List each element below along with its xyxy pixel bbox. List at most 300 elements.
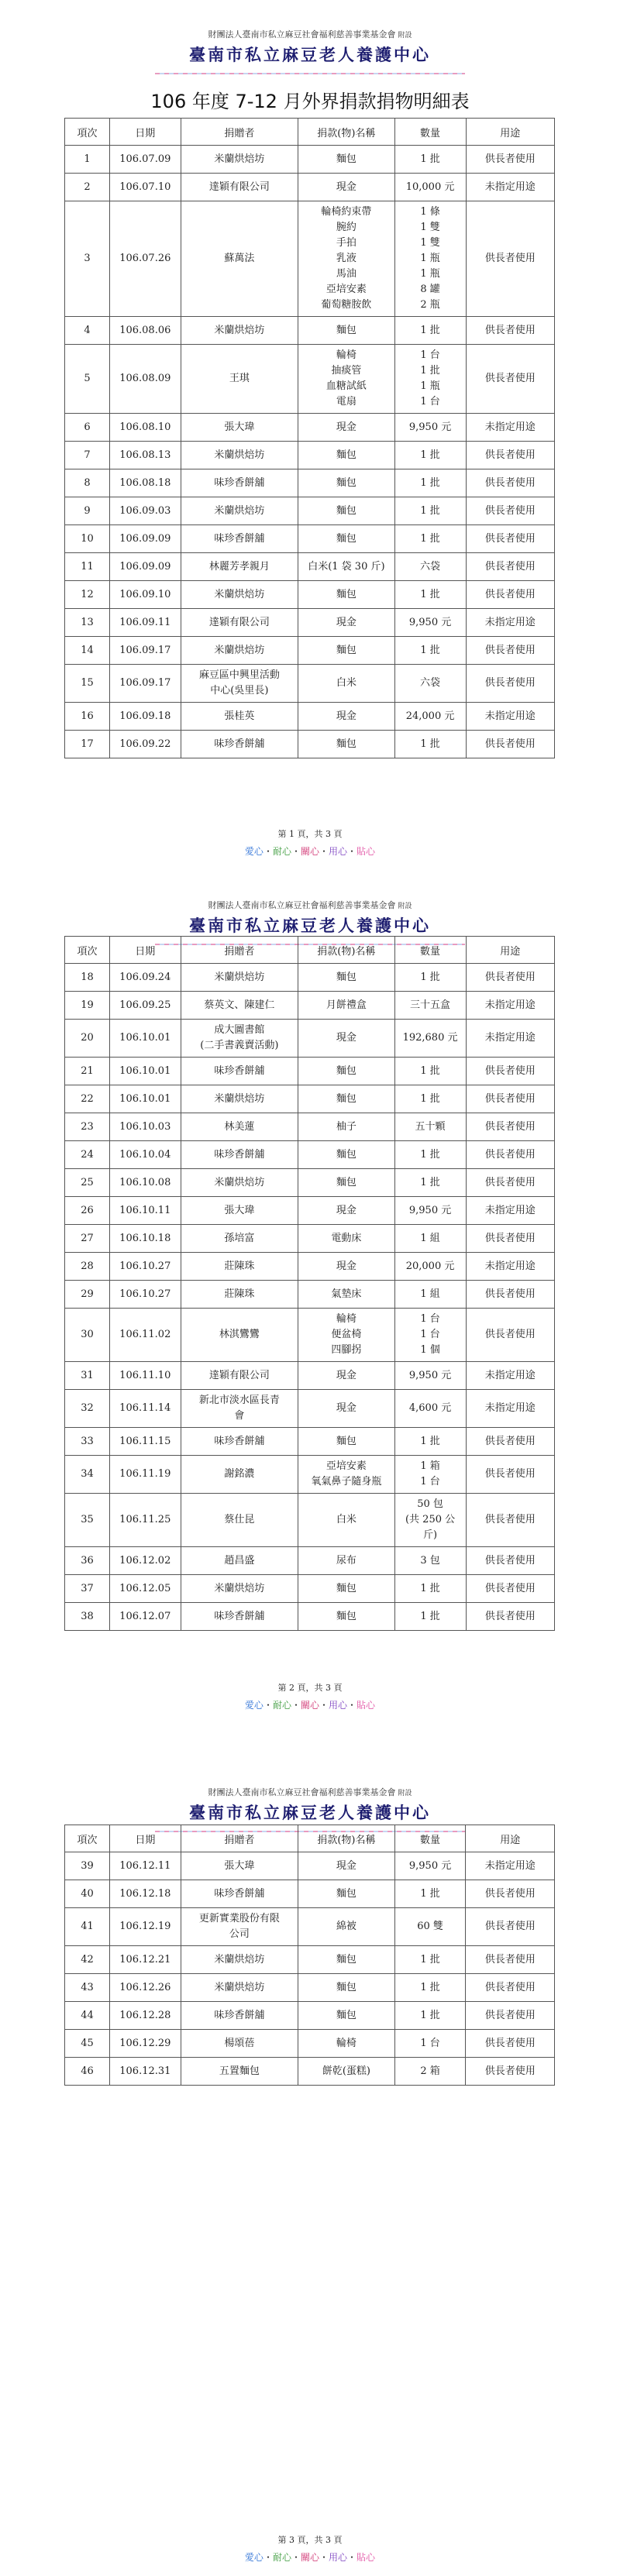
cell-date: 106.11.15 bbox=[110, 1428, 181, 1456]
table-row bbox=[65, 581, 555, 609]
cell-qty: 9,950 元 bbox=[394, 1852, 466, 1880]
cell-qty: 2 箱 bbox=[394, 2058, 466, 2086]
cell-date: 106.09.09 bbox=[110, 525, 181, 553]
table-row bbox=[65, 317, 555, 345]
cell-item: 現金 bbox=[298, 1362, 394, 1390]
cell-date: 106.10.27 bbox=[110, 1253, 181, 1281]
slogan-word: 耐心 bbox=[272, 2552, 291, 2563]
cell-item: 現金 bbox=[298, 414, 394, 442]
cell-donor: 達穎有限公司 bbox=[181, 1362, 298, 1390]
cell-donor: 趙昌盛 bbox=[181, 1547, 298, 1575]
table-row bbox=[65, 174, 555, 201]
slogan-2 bbox=[0, 1698, 620, 1711]
cell-qty: 1 台 bbox=[394, 2030, 466, 2058]
cell-use: 未指定用途 bbox=[466, 1197, 554, 1225]
cell-qty: 1 批 bbox=[394, 1085, 466, 1113]
cell-date: 106.08.10 bbox=[110, 414, 181, 442]
column-header: 日期 bbox=[110, 937, 181, 964]
cell-no: 4 bbox=[65, 317, 110, 345]
cell-donor: 蔡英文、陳建仁 bbox=[181, 992, 298, 1020]
cell-donor: 米蘭烘焙坊 bbox=[181, 1974, 298, 2002]
cell-qty: 1 批 bbox=[394, 442, 466, 469]
cell-no: 8 bbox=[65, 469, 110, 497]
cell-donor: 米蘭烘焙坊 bbox=[181, 1169, 298, 1197]
cell-donor: 味珍香餅舖 bbox=[181, 1058, 298, 1085]
cell-qty: 1 批 bbox=[394, 2002, 466, 2030]
cell-qty: 1 批 bbox=[394, 1575, 466, 1603]
slogan-dot: ・ bbox=[291, 846, 301, 857]
cell-no: 30 bbox=[65, 1309, 110, 1362]
cell-use: 供長者使用 bbox=[466, 1281, 554, 1309]
cell-item: 麵包 bbox=[298, 525, 394, 553]
cell-donor: 林淇鸞鸞 bbox=[181, 1309, 298, 1362]
cell-item: 輪椅 bbox=[298, 2030, 395, 2058]
table-row bbox=[65, 345, 555, 414]
cell-qty: 50 包 (共 250 公 斤) bbox=[394, 1494, 466, 1547]
cell-donor: 張桂英 bbox=[181, 703, 298, 731]
cell-no: 31 bbox=[65, 1362, 110, 1390]
cell-item: 白米 bbox=[298, 665, 394, 703]
cell-date: 106.11.19 bbox=[110, 1456, 181, 1494]
slogan-word: 愛心 bbox=[244, 2552, 264, 2563]
cell-donor: 莊陳珠 bbox=[181, 1281, 298, 1309]
cell-donor: 味珍香餅舖 bbox=[181, 1603, 298, 1631]
cell-date: 106.09.24 bbox=[110, 964, 181, 992]
column-header: 用途 bbox=[466, 1825, 555, 1852]
table-header-row bbox=[65, 1825, 555, 1852]
cell-item: 輪椅 便盆椅 四腳拐 bbox=[298, 1309, 394, 1362]
cell-qty: 4,600 元 bbox=[394, 1390, 466, 1428]
slogan-word: 用心 bbox=[329, 2552, 348, 2563]
cell-item: 麵包 bbox=[298, 1880, 395, 1908]
page-1-header bbox=[0, 28, 620, 113]
table-row bbox=[65, 1494, 555, 1547]
cell-item: 麵包 bbox=[298, 1058, 394, 1085]
slogan-word: 愛心 bbox=[244, 1700, 264, 1711]
cell-date: 106.12.18 bbox=[110, 1880, 181, 1908]
table-row bbox=[65, 1908, 555, 1946]
slogan-dot: ・ bbox=[319, 1700, 329, 1711]
slogan-dot: ・ bbox=[347, 846, 357, 857]
cell-donor: 新北市淡水區長青 會 bbox=[181, 1390, 298, 1428]
cell-item: 現金 bbox=[298, 1197, 394, 1225]
cell-use: 供長者使用 bbox=[466, 525, 554, 553]
cell-date: 106.12.28 bbox=[110, 2002, 181, 2030]
cell-qty: 1 批 bbox=[394, 317, 466, 345]
cell-qty: 1 批 bbox=[394, 146, 466, 174]
slogan-word: 關心 bbox=[300, 846, 319, 857]
cell-donor: 麻豆區中興里活動 中心(吳里長) bbox=[181, 665, 298, 703]
cell-use: 供長者使用 bbox=[466, 1575, 554, 1603]
cell-no: 33 bbox=[65, 1428, 110, 1456]
cell-date: 106.10.04 bbox=[110, 1141, 181, 1169]
table-row bbox=[65, 525, 555, 553]
column-header: 日期 bbox=[110, 119, 181, 146]
slogan-3 bbox=[0, 2550, 620, 2564]
cell-donor: 米蘭烘焙坊 bbox=[181, 1575, 298, 1603]
slogan-word: 愛心 bbox=[244, 846, 264, 857]
cell-no: 27 bbox=[65, 1225, 110, 1253]
cell-no: 12 bbox=[65, 581, 110, 609]
cell-use: 未指定用途 bbox=[466, 414, 554, 442]
cell-item: 氣墊床 bbox=[298, 1281, 394, 1309]
org-note: 附設 bbox=[398, 1790, 412, 1797]
cell-qty: 1 批 bbox=[394, 1880, 466, 1908]
slogan-dot: ・ bbox=[319, 2552, 329, 2563]
org-note: 附設 bbox=[398, 32, 412, 40]
cell-no: 7 bbox=[65, 442, 110, 469]
slogan-1 bbox=[0, 844, 620, 858]
column-header: 用途 bbox=[466, 119, 554, 146]
cell-qty: 1 批 bbox=[394, 1946, 466, 1974]
slogan-word: 貼心 bbox=[356, 1700, 376, 1711]
column-header: 捐贈者 bbox=[181, 119, 298, 146]
cell-donor: 味珍香餅舖 bbox=[181, 1428, 298, 1456]
cell-use: 未指定用途 bbox=[466, 1390, 554, 1428]
center-name: 臺南市私立麻豆老人養護中心 bbox=[189, 916, 431, 935]
cell-use: 供長者使用 bbox=[466, 665, 554, 703]
cell-use: 供長者使用 bbox=[466, 1169, 554, 1197]
slogan-word: 耐心 bbox=[272, 846, 291, 857]
cell-use: 未指定用途 bbox=[466, 1852, 555, 1880]
column-header: 數量 bbox=[394, 119, 466, 146]
cell-no: 9 bbox=[65, 497, 110, 525]
cell-item: 麵包 bbox=[298, 637, 394, 665]
table-row bbox=[65, 1085, 555, 1113]
cell-use: 供長者使用 bbox=[466, 1946, 555, 1974]
table-row bbox=[65, 1362, 555, 1390]
table-row bbox=[65, 553, 555, 581]
slogan-word: 貼心 bbox=[356, 2552, 376, 2563]
cell-donor: 米蘭烘焙坊 bbox=[181, 317, 298, 345]
table-row bbox=[65, 1058, 555, 1085]
cell-no: 23 bbox=[65, 1113, 110, 1141]
cell-date: 106.12.19 bbox=[110, 1908, 181, 1946]
column-header: 用途 bbox=[466, 937, 554, 964]
cell-donor: 米蘭烘焙坊 bbox=[181, 1946, 298, 1974]
cell-no: 38 bbox=[65, 1603, 110, 1631]
cell-date: 106.10.27 bbox=[110, 1281, 181, 1309]
cell-date: 106.10.01 bbox=[110, 1020, 181, 1058]
table-row bbox=[65, 146, 555, 174]
cell-donor: 達穎有限公司 bbox=[181, 609, 298, 637]
cell-qty: 1 批 bbox=[394, 1169, 466, 1197]
cell-date: 106.09.11 bbox=[110, 609, 181, 637]
cell-item: 麵包 bbox=[298, 146, 394, 174]
cell-item: 尿布 bbox=[298, 1547, 394, 1575]
cell-no: 2 bbox=[65, 174, 110, 201]
cell-no: 10 bbox=[65, 525, 110, 553]
cell-qty: 20,000 元 bbox=[394, 1253, 466, 1281]
cell-item: 輪椅 抽痰管 血糖試紙 電扇 bbox=[298, 345, 394, 414]
cell-item: 麵包 bbox=[298, 1085, 394, 1113]
table-row bbox=[65, 469, 555, 497]
cell-item: 麵包 bbox=[298, 497, 394, 525]
cell-date: 106.12.07 bbox=[110, 1603, 181, 1631]
cell-qty: 9,950 元 bbox=[394, 1362, 466, 1390]
cell-donor: 味珍香餅舖 bbox=[181, 469, 298, 497]
cell-use: 供長者使用 bbox=[466, 1309, 554, 1362]
cell-qty: 三十五盒 bbox=[394, 992, 466, 1020]
table-row bbox=[65, 1169, 555, 1197]
table-row bbox=[65, 2030, 555, 2058]
column-header: 捐款(物)名稱 bbox=[298, 1825, 395, 1852]
slogan-dot: ・ bbox=[347, 2552, 357, 2563]
cell-use: 供長者使用 bbox=[466, 345, 554, 414]
cell-no: 43 bbox=[65, 1974, 110, 2002]
cell-use: 供長者使用 bbox=[466, 497, 554, 525]
donation-table-page-1 bbox=[64, 118, 555, 758]
cell-donor: 王琪 bbox=[181, 345, 298, 414]
cell-item: 麵包 bbox=[298, 964, 394, 992]
cell-no: 17 bbox=[65, 731, 110, 758]
cell-donor: 味珍香餅舖 bbox=[181, 1141, 298, 1169]
cell-item: 電動床 bbox=[298, 1225, 394, 1253]
cell-date: 106.09.10 bbox=[110, 581, 181, 609]
table-row bbox=[65, 964, 555, 992]
cell-date: 106.09.18 bbox=[110, 703, 181, 731]
cell-qty: 1 批 bbox=[394, 469, 466, 497]
column-header: 捐款(物)名稱 bbox=[298, 937, 394, 964]
column-header: 捐贈者 bbox=[181, 937, 298, 964]
cell-item: 麵包 bbox=[298, 581, 394, 609]
cell-no: 32 bbox=[65, 1390, 110, 1428]
slogan-dot: ・ bbox=[291, 1700, 301, 1711]
org-note: 附設 bbox=[398, 903, 412, 910]
cell-qty: 1 條 1 雙 1 雙 1 瓶 1 瓶 8 罐 2 瓶 bbox=[394, 201, 466, 317]
table-row bbox=[65, 1974, 555, 2002]
header-divider bbox=[155, 71, 465, 77]
table-row bbox=[65, 1197, 555, 1225]
cell-use: 供長者使用 bbox=[466, 1085, 554, 1113]
cell-qty: 1 批 bbox=[394, 1058, 466, 1085]
cell-no: 45 bbox=[65, 2030, 110, 2058]
cell-use: 供長者使用 bbox=[466, 442, 554, 469]
cell-no: 3 bbox=[65, 201, 110, 317]
cell-no: 29 bbox=[65, 1281, 110, 1309]
table-row bbox=[65, 442, 555, 469]
cell-qty: 192,680 元 bbox=[394, 1020, 466, 1058]
cell-use: 供長者使用 bbox=[466, 1113, 554, 1141]
table-row bbox=[65, 637, 555, 665]
cell-no: 16 bbox=[65, 703, 110, 731]
cell-donor: 蘇萬法 bbox=[181, 201, 298, 317]
cell-no: 34 bbox=[65, 1456, 110, 1494]
cell-qty: 9,950 元 bbox=[394, 1197, 466, 1225]
cell-donor: 莊陳珠 bbox=[181, 1253, 298, 1281]
cell-use: 供長者使用 bbox=[466, 581, 554, 609]
cell-use: 未指定用途 bbox=[466, 609, 554, 637]
cell-use: 供長者使用 bbox=[466, 1058, 554, 1085]
cell-item: 亞培安素 氧氣鼻子隨身瓶 bbox=[298, 1456, 394, 1494]
page-number-2: 第 2 頁，共 3 頁 bbox=[277, 1683, 343, 1693]
donation-table-page-2 bbox=[64, 936, 555, 1631]
donation-table-page-3 bbox=[64, 1825, 555, 2086]
table-row bbox=[65, 1225, 555, 1253]
cell-no: 19 bbox=[65, 992, 110, 1020]
cell-date: 106.08.13 bbox=[110, 442, 181, 469]
cell-use: 供長者使用 bbox=[466, 731, 554, 758]
table-header-row bbox=[65, 119, 555, 146]
cell-donor: 林美蓮 bbox=[181, 1113, 298, 1141]
cell-date: 106.12.05 bbox=[110, 1575, 181, 1603]
cell-date: 106.08.06 bbox=[110, 317, 181, 345]
cell-donor: 張大瑋 bbox=[181, 414, 298, 442]
cell-donor: 米蘭烘焙坊 bbox=[181, 146, 298, 174]
cell-use: 供長者使用 bbox=[466, 201, 554, 317]
table-row bbox=[65, 731, 555, 758]
cell-date: 106.12.31 bbox=[110, 2058, 181, 2086]
page-number-3: 第 3 頁，共 3 頁 bbox=[277, 2535, 343, 2545]
cell-use: 供長者使用 bbox=[466, 637, 554, 665]
center-name: 臺南市私立麻豆老人養護中心 bbox=[189, 1803, 431, 1822]
org-line: 財團法人臺南市私立麻豆社會福利慈善事業基金會 bbox=[208, 29, 396, 40]
cell-item: 現金 bbox=[298, 1020, 394, 1058]
cell-no: 1 bbox=[65, 146, 110, 174]
cell-no: 20 bbox=[65, 1020, 110, 1058]
cell-use: 供長者使用 bbox=[466, 1141, 554, 1169]
cell-donor: 米蘭烘焙坊 bbox=[181, 964, 298, 992]
slogan-word: 關心 bbox=[300, 1700, 319, 1711]
org-line: 財團法人臺南市私立麻豆社會福利慈善事業基金會 bbox=[208, 900, 396, 910]
cell-item: 綿被 bbox=[298, 1908, 395, 1946]
table-row bbox=[65, 497, 555, 525]
cell-qty: 六袋 bbox=[394, 553, 466, 581]
slogan-dot: ・ bbox=[291, 2552, 301, 2563]
cell-donor: 米蘭烘焙坊 bbox=[181, 442, 298, 469]
cell-no: 26 bbox=[65, 1197, 110, 1225]
page-2 bbox=[0, 899, 620, 1735]
table-row bbox=[65, 1547, 555, 1575]
cell-donor: 張大瑋 bbox=[181, 1197, 298, 1225]
cell-no: 21 bbox=[65, 1058, 110, 1085]
table-row bbox=[65, 1603, 555, 1631]
cell-donor: 林麗芳孝親月 bbox=[181, 553, 298, 581]
cell-item: 現金 bbox=[298, 1852, 395, 1880]
cell-qty: 1 批 bbox=[394, 1974, 466, 2002]
cell-date: 106.12.02 bbox=[110, 1547, 181, 1575]
cell-qty: 1 組 bbox=[394, 1281, 466, 1309]
cell-qty: 1 批 bbox=[394, 497, 466, 525]
cell-qty: 3 包 bbox=[394, 1547, 466, 1575]
column-header: 項次 bbox=[65, 119, 110, 146]
table-row bbox=[65, 1852, 555, 1880]
cell-use: 供長者使用 bbox=[466, 2030, 555, 2058]
cell-donor: 蔡仕昆 bbox=[181, 1494, 298, 1547]
cell-use: 供長者使用 bbox=[466, 1603, 554, 1631]
cell-qty: 1 批 bbox=[394, 637, 466, 665]
cell-qty: 1 批 bbox=[394, 964, 466, 992]
table-row bbox=[65, 1113, 555, 1141]
cell-qty: 1 批 bbox=[394, 1141, 466, 1169]
cell-date: 106.12.21 bbox=[110, 1946, 181, 1974]
cell-no: 41 bbox=[65, 1908, 110, 1946]
cell-qty: 1 箱 1 台 bbox=[394, 1456, 466, 1494]
cell-qty: 10,000 元 bbox=[394, 174, 466, 201]
cell-qty: 1 批 bbox=[394, 1603, 466, 1631]
cell-no: 28 bbox=[65, 1253, 110, 1281]
cell-date: 106.11.25 bbox=[110, 1494, 181, 1547]
cell-item: 麵包 bbox=[298, 1946, 395, 1974]
cell-qty: 1 批 bbox=[394, 1428, 466, 1456]
cell-item: 麵包 bbox=[298, 469, 394, 497]
cell-item: 麵包 bbox=[298, 1428, 394, 1456]
slogan-dot: ・ bbox=[263, 1700, 273, 1711]
column-header: 數量 bbox=[394, 1825, 466, 1852]
table-row bbox=[65, 2058, 555, 2086]
cell-no: 35 bbox=[65, 1494, 110, 1547]
column-header: 捐贈者 bbox=[181, 1825, 298, 1852]
cell-donor: 成大圖書館 (二手書義賣活動) bbox=[181, 1020, 298, 1058]
cell-donor: 味珍香餅舖 bbox=[181, 1880, 298, 1908]
cell-use: 未指定用途 bbox=[466, 1020, 554, 1058]
cell-no: 14 bbox=[65, 637, 110, 665]
cell-no: 22 bbox=[65, 1085, 110, 1113]
page-3 bbox=[0, 1755, 620, 2576]
cell-item: 白米 bbox=[298, 1494, 394, 1547]
table-row bbox=[65, 1946, 555, 1974]
table-row bbox=[65, 1309, 555, 1362]
cell-item: 白米(1 袋 30 斤) bbox=[298, 553, 394, 581]
cell-no: 6 bbox=[65, 414, 110, 442]
cell-donor: 米蘭烘焙坊 bbox=[181, 581, 298, 609]
cell-no: 18 bbox=[65, 964, 110, 992]
cell-use: 供長者使用 bbox=[466, 553, 554, 581]
cell-item: 現金 bbox=[298, 1253, 394, 1281]
slogan-dot: ・ bbox=[347, 1700, 357, 1711]
cell-date: 106.10.18 bbox=[110, 1225, 181, 1253]
table-row bbox=[65, 1880, 555, 1908]
cell-donor: 米蘭烘焙坊 bbox=[181, 497, 298, 525]
column-header: 捐款(物)名稱 bbox=[298, 119, 394, 146]
cell-donor: 謝銘濃 bbox=[181, 1456, 298, 1494]
cell-date: 106.09.09 bbox=[110, 553, 181, 581]
cell-date: 106.11.02 bbox=[110, 1309, 181, 1362]
cell-use: 供長者使用 bbox=[466, 1908, 555, 1946]
cell-item: 柚子 bbox=[298, 1113, 394, 1141]
page-1 bbox=[0, 0, 620, 858]
cell-date: 106.08.09 bbox=[110, 345, 181, 414]
table-row bbox=[65, 1456, 555, 1494]
cell-date: 106.09.25 bbox=[110, 992, 181, 1020]
cell-no: 25 bbox=[65, 1169, 110, 1197]
cell-date: 106.09.22 bbox=[110, 731, 181, 758]
table-row bbox=[65, 1390, 555, 1428]
table-row bbox=[65, 1575, 555, 1603]
cell-qty: 1 批 bbox=[394, 731, 466, 758]
cell-no: 5 bbox=[65, 345, 110, 414]
cell-no: 40 bbox=[65, 1880, 110, 1908]
cell-no: 11 bbox=[65, 553, 110, 581]
cell-no: 42 bbox=[65, 1946, 110, 1974]
cell-qty: 1 台 1 台 1 個 bbox=[394, 1309, 466, 1362]
table-row bbox=[65, 2002, 555, 2030]
cell-item: 麵包 bbox=[298, 1141, 394, 1169]
cell-donor: 味珍香餅舖 bbox=[181, 731, 298, 758]
slogan-dot: ・ bbox=[319, 846, 329, 857]
cell-date: 106.07.26 bbox=[110, 201, 181, 317]
cell-use: 供長者使用 bbox=[466, 1880, 555, 1908]
cell-item: 現金 bbox=[298, 174, 394, 201]
cell-item: 麵包 bbox=[298, 317, 394, 345]
cell-item: 麵包 bbox=[298, 442, 394, 469]
org-line: 財團法人臺南市私立麻豆社會福利慈善事業基金會 bbox=[208, 1787, 396, 1797]
column-header: 項次 bbox=[65, 1825, 110, 1852]
slogan-word: 關心 bbox=[300, 2552, 319, 2563]
cell-qty: 1 批 bbox=[394, 525, 466, 553]
cell-item: 麵包 bbox=[298, 731, 394, 758]
table-row bbox=[65, 414, 555, 442]
